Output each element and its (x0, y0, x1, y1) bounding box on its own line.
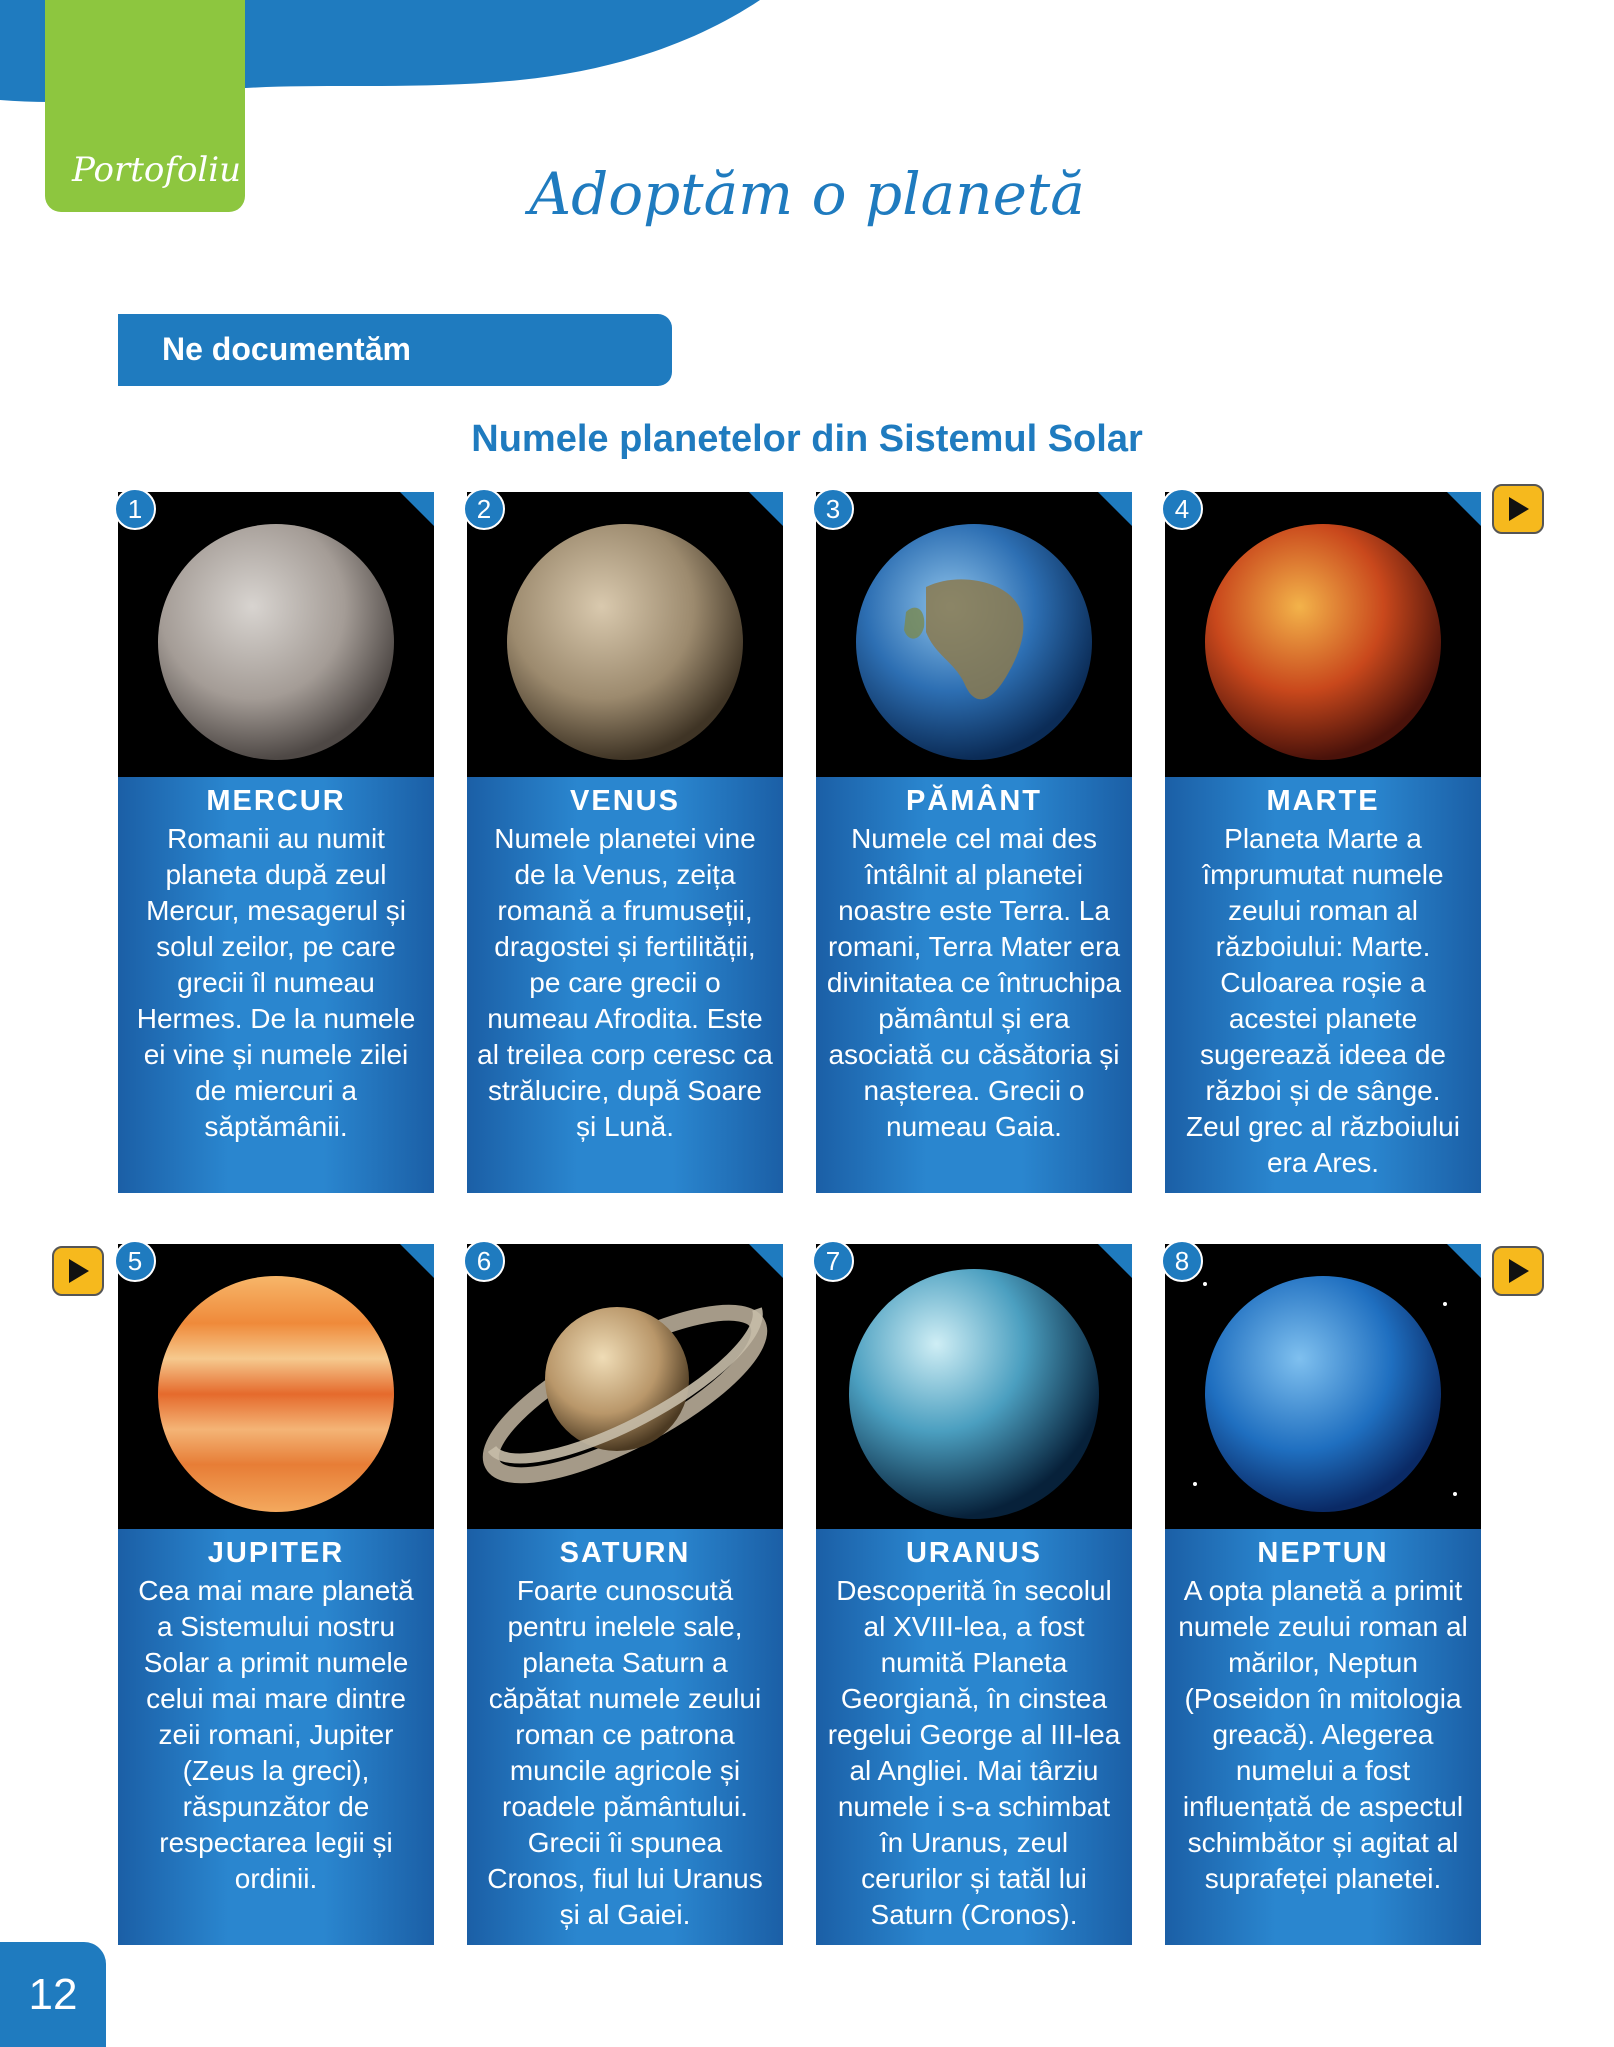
page-number-box (0, 1942, 106, 2047)
planet-name: SATURN (559, 1537, 691, 1569)
planet-text-box (1165, 1529, 1481, 1945)
planet-card-marte (1165, 492, 1481, 1178)
planet-name: NEPTUN (1257, 1537, 1389, 1569)
card-corner (1447, 492, 1481, 526)
planet-text-box (467, 1529, 783, 1945)
page-title: Adoptăm o planetă (529, 160, 1085, 228)
planet-card-mercur (118, 492, 434, 1142)
card-corner (1098, 1244, 1132, 1278)
planet-text-box (1165, 777, 1481, 1193)
section-label: Ne documentăm (162, 331, 411, 367)
play-video-button[interactable] (52, 1246, 104, 1296)
mars-image (1165, 492, 1481, 778)
play-video-button[interactable] (1492, 1246, 1544, 1296)
planet-card-uranus (816, 1244, 1132, 1930)
jupiter-image (118, 1244, 434, 1530)
portfolio-label: Portofoliu (72, 150, 242, 190)
card-corner (400, 1244, 434, 1278)
uranus-image (816, 1244, 1132, 1530)
earth-image (816, 492, 1132, 778)
neptune-image (1165, 1244, 1481, 1530)
planet-name: URANUS (905, 1537, 1043, 1569)
planet-number: 7 (812, 1240, 854, 1282)
planet-number: 1 (114, 488, 156, 530)
planet-description: Numele planetei vine de la Venus, zeița romană a frumuseții, dragostei și fertilității, pe care grecii o numeau Afrodita. Este al treilea corp ceresc ca strălucire, după Soare și Lună. (477, 823, 773, 1142)
card-corner (749, 492, 783, 526)
planet-name: VENUS (570, 785, 680, 817)
page-number: 12 (28, 1970, 78, 2019)
planet-description: Numele cel mai des întâlnit al planetei noastre este Terra. La romani, Terra Mater era divinitatea ce întruchipa pământul și era asociată cu căsătoria și nașterea. Grecii o numeau Gaia. (826, 823, 1122, 1142)
planet-card-jupiter (118, 1244, 434, 1894)
planet-name: MARTE (1266, 785, 1380, 817)
planet-number: 5 (114, 1240, 156, 1282)
planet-text-box (467, 777, 783, 1193)
planet-number: 4 (1161, 488, 1203, 530)
subtitle: Numele planetelor din Sistemul Solar (471, 418, 1143, 460)
venus-image (467, 492, 783, 778)
planet-description: A opta planetă a primit numele zeului roman al mărilor, Neptun (Poseidon în mitologia greacă). Alegerea numelui a fost influențată de aspectul schimbător și agitat al suprafeței planetei. (1178, 1575, 1468, 1894)
card-corner (400, 492, 434, 526)
planet-description: Cea mai mare planetă a Sistemului nostru Solar a primit numele celui mai mare dintre zeii romani, Jupiter (Zeus la greci), răspunzător de respectarea legii și ordinii. (138, 1575, 414, 1894)
card-corner (1098, 492, 1132, 526)
planet-description: Planeta Marte a împrumutat numele zeului roman al războiului: Marte. Culoarea roșie a acestei planete sugerează ideea de război și de sânge. Zeul grec al războiului era Ares. (1186, 823, 1460, 1178)
card-corner (749, 1244, 783, 1278)
planet-card-saturn (467, 1244, 783, 1930)
planet-description: Foarte cunoscută pentru inelele sale, planeta Saturn a căpătat numele zeului roman ce patrona muncile agricole și roadele pământului. Grecii îi spunea Cronos, fiul lui Uranus și al Gaiei. (487, 1575, 763, 1930)
planet-card-pamant (816, 492, 1132, 1142)
card-corner (1447, 1244, 1481, 1278)
planet-number: 3 (812, 488, 854, 530)
planet-text-box (816, 777, 1132, 1193)
planet-description: Descoperită în secolul al XVIII-lea, a fost numită Planeta Georgiană, în cinstea regelui George al III-lea al Angliei. Mai târziu numele i s-a schimbat în Uranus, zeul cerurilor și tatăl lui Saturn (Cronos). (827, 1575, 1121, 1930)
planet-name: PĂMÂNT (905, 785, 1043, 817)
planet-card-neptun (1165, 1244, 1481, 1894)
planet-text-box (118, 777, 434, 1193)
planet-text-box (816, 1529, 1132, 1945)
planet-number: 2 (463, 488, 505, 530)
planet-text-box (118, 1529, 434, 1945)
planet-name: JUPITER (207, 1537, 345, 1569)
planet-name: MERCUR (206, 785, 346, 817)
section-bar (118, 314, 672, 386)
planet-number: 8 (1161, 1240, 1203, 1282)
planet-description: Romanii au numit planeta după zeul Mercur, mesagerul și solul zeilor, pe care grecii îl numeau Hermes. De la numele ei vine și numele zilei de miercuri a săptămânii. (136, 823, 416, 1142)
planet-number: 6 (463, 1240, 505, 1282)
mercury-image (118, 492, 434, 778)
play-video-button[interactable] (1492, 484, 1544, 534)
saturn-image (467, 1244, 783, 1530)
planet-card-venus (467, 492, 783, 1142)
